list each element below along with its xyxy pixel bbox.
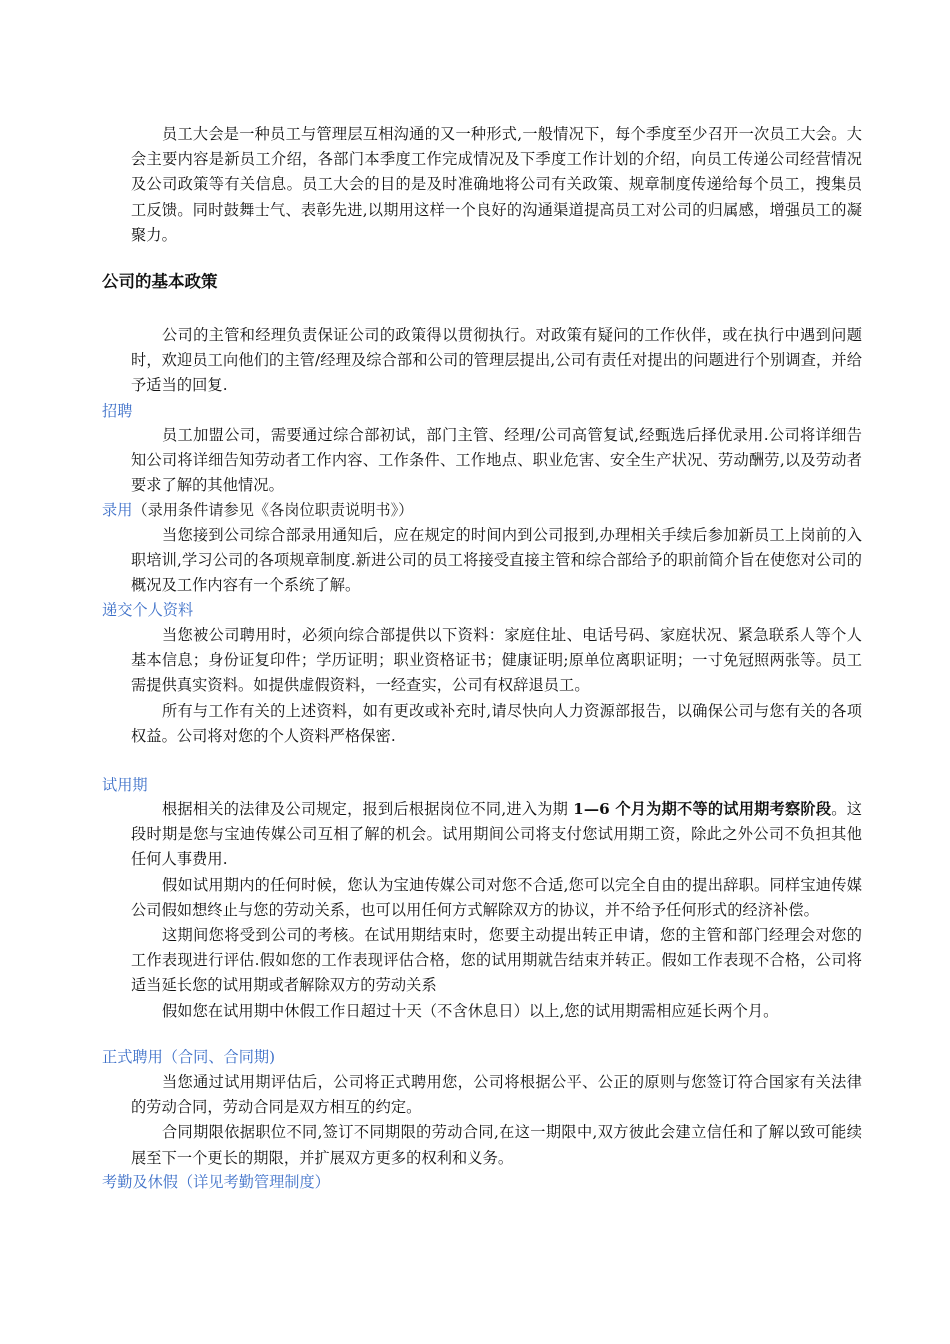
- probation-subheading: 试用期: [102, 776, 148, 794]
- docs-subheading: 递交个人资料: [102, 601, 194, 619]
- recruit-section: [131, 423, 862, 499]
- probation-p1-emphasis: 1—6 个月为期不等的试用期考察阶段: [573, 800, 832, 818]
- attendance-subheading: 考勤及休假（详见考勤管理制度）: [102, 1173, 330, 1191]
- formal-section: [131, 1070, 862, 1171]
- hire-subheading: [102, 498, 413, 522]
- policy-section: [131, 323, 862, 399]
- hire-paragraph: 当您接到公司综合部录用通知后，应在规定的时间内到公司报到,办理相关手续后参加新员工上岗前的入职培训,学习公司的各项规章制度.新进公司的员工将接受直接主管和综合部给予的职前简介旨在使您对公司的概况及工作内容有一个系统了解。: [131, 526, 862, 595]
- intro-paragraph: 员工大会是一种员工与管理层互相沟通的又一种形式,一般情况下，每个季度至少召开一次员工大会。大会主要内容是新员工介绍，各部门本季度工作完成情况及下季度工作计划的介绍，向员工传递公司经营情况及公司政策等有关信息。员工大会的目的是及时准确地将公司有关政策、规章制度传递给每个员工，搜集员工反馈。同时鼓舞士气、表彰先进,以期用这样一个良好的沟通渠道提高员工对公司的归属感，增强员工的凝聚力。: [131, 125, 862, 244]
- probation-paragraph-2: 假如试用期内的任何时候，您认为宝迪传媒公司对您不合适,您可以完全自由的提出辞职。同样宝迪传媒公司假如想终止与您的劳动关系，也可以用任何方式解除双方的协议，并不给予任何形式的经济补偿。: [131, 875, 862, 919]
- probation-section: [131, 797, 862, 1024]
- docs-paragraph-1: 当您被公司聘用时，必须向综合部提供以下资料：家庭住址、电话号码、家庭状况、紧急联系人等个人基本信息；身份证复印件；学历证明；职业资格证书；健康证明;原单位离职证明；一寸免冠照两张等。员工需提供真实资料。如提供虚假资料，一经查实，公司有权辞退员工。: [131, 626, 862, 695]
- hire-subheading-title: 录用: [102, 501, 133, 519]
- formal-paragraph-1: 当您通过试用期评估后，公司将正式聘用您，公司将根据公平、公正的原则与您签订符合国家有关法律的劳动合同，劳动合同是双方相互的约定。: [131, 1073, 862, 1117]
- docs-paragraph-2: 所有与工作有关的上述资料，如有更改或补充时,请尽快向人力资源部报告，以确保公司与您有关的各项权益。公司将对您的个人资料严格保密.: [131, 701, 862, 745]
- hire-subheading-note: （录用条件请参见《各岗位职责说明书》）: [132, 501, 414, 519]
- formal-subheading: 正式聘用（合同、合同期): [102, 1048, 275, 1066]
- policy-paragraph: 公司的主管和经理负责保证公司的政策得以贯彻执行。对政策有疑问的工作伙伴，或在执行中遇到问题时，欢迎员工向他们的主管/经理及综合部和公司的管理层提出,公司有责任对提出的问题进行个别调查，并给予适当的回复.: [131, 326, 862, 395]
- intro-section: [131, 122, 862, 248]
- probation-paragraph-1: [131, 797, 862, 873]
- recruit-paragraph: 员工加盟公司，需要通过综合部初试，部门主管、经理/公司高管复试,经甄选后择优录用.公司将详细告知公司将详细告知劳动者工作内容、工作条件、工作地点、职业危害、安全生产状况、劳动酬劳,以及劳动者要求了解的其他情况。: [131, 426, 862, 495]
- recruit-subheading: 招聘: [102, 402, 133, 420]
- probation-p1-start: 根据相关的法律及公司规定，报到后根据岗位不同,进入为期: [162, 800, 574, 818]
- probation-paragraph-4: 假如您在试用期中休假工作日超过十天（不含休息日）以上,您的试用期需相应延长两个月。: [162, 1001, 779, 1020]
- docs-section: [131, 623, 862, 749]
- probation-p1-end: 。这段时期是您与宝迪传媒公司互相了解的机会。试用期间公司将支付您试用期工资，除此之外公司不负担其他任何人事费用.: [131, 800, 862, 869]
- policy-heading: 公司的基本政策: [102, 272, 218, 291]
- formal-paragraph-2: 合同期限依据职位不同,签订不同期限的劳动合同,在这一期限中,双方彼此会建立信任和了解以致可能续展至下一个更长的期限，并扩展双方更多的权利和义务。: [131, 1123, 862, 1167]
- probation-paragraph-3: 这期间您将受到公司的考核。在试用期结束时，您要主动提出转正申请，您的主管和部门经理会对您的工作表现进行评估.假如您的工作表现评估合格，您的试用期就告结束并转正。假如工作表现不合格，公司将适当延长您的试用期或者解除双方的劳动关系: [131, 926, 862, 995]
- hire-section: [131, 523, 862, 599]
